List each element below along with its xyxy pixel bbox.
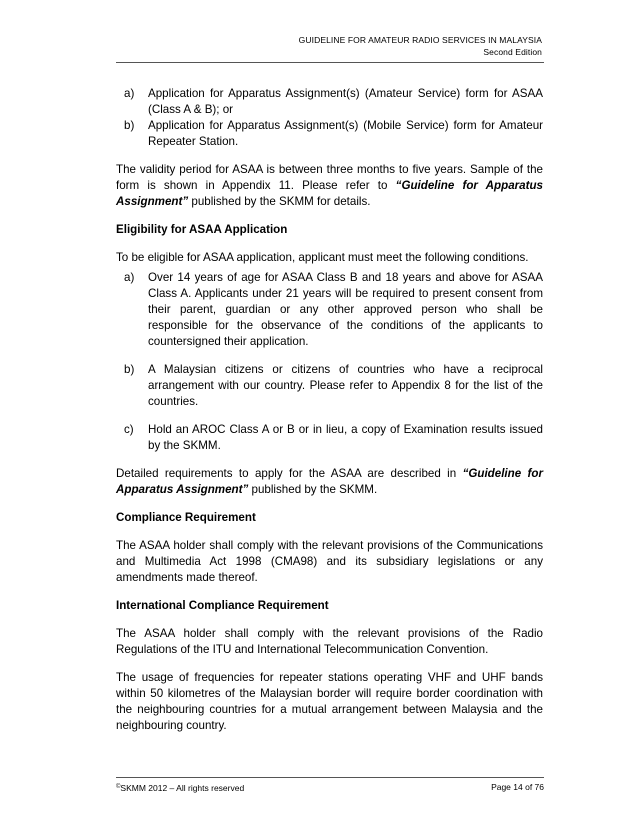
validity-text: The validity period for ASAA is between three months to five years. Sample of the form is shown in Appendix 11. Please refer to	[116, 163, 543, 192]
list-marker: a)	[124, 271, 135, 284]
copyright-notice	[116, 781, 244, 794]
list-item	[116, 270, 543, 350]
eligibility-heading: Eligibility for ASAA Application	[116, 223, 288, 236]
validity-paragraph	[116, 162, 543, 210]
header-edition: Second Edition	[483, 47, 542, 57]
compliance-heading: Compliance Requirement	[116, 511, 256, 524]
detailed-text-end: published by the SKMM.	[248, 483, 378, 496]
guideline-reference: “Guideline for Apparatus Assignment”	[116, 179, 543, 208]
list-item	[116, 362, 543, 410]
page-body	[116, 86, 543, 746]
validity-text-end: published by the SKMM for details.	[188, 195, 371, 208]
header-rule	[116, 62, 544, 63]
list-item	[116, 422, 543, 454]
copyright-symbol: ©	[116, 784, 121, 790]
detailed-text: Detailed requirements to apply for the ASAA are described in	[116, 467, 463, 480]
list-item-text: Application for Apparatus Assignment(s) (Mobile Service) form for Amateur Repeater Station.	[148, 119, 543, 148]
copyright-text: SKMM 2012 – All rights reserved	[120, 783, 245, 793]
list-item	[116, 86, 543, 118]
list-marker: b)	[124, 119, 135, 132]
compliance-paragraph: The ASAA holder shall comply with the relevant provisions of the Communications and Multimedia Act 1998 (CMA98) and its subsidiary legislations or any amendments made thereof.	[116, 539, 543, 584]
list-item-text: A Malaysian citizens or citizens of countries who have a reciprocal arrangement with our country. Please refer to Appendix 8 for the list of the countries.	[148, 363, 543, 408]
header-title: GUIDELINE FOR AMATEUR RADIO SERVICES IN MALAYSIA	[298, 35, 542, 45]
list-marker: c)	[124, 423, 134, 436]
form-list	[116, 86, 543, 150]
page-number: Page 14 of 76	[491, 782, 544, 792]
detailed-requirements-paragraph	[116, 466, 543, 498]
list-item-text: Application for Apparatus Assignment(s) (Amateur Service) form for ASAA (Class A & B); or	[148, 87, 543, 116]
page-header	[299, 34, 542, 58]
list-item-text: Hold an AROC Class A or B or in lieu, a copy of Examination results issued by the SKMM.	[148, 423, 543, 452]
list-item-text: Over 14 years of age for ASAA Class B and 18 years and above for ASAA Class A. Applicants under 21 years will be required to present consent from their parent, guardian or any other approved person who shall be responsible for the observance of the conditions of the applicants to countersigned their application.	[148, 271, 543, 348]
eligibility-conditions-list	[116, 270, 543, 454]
list-item	[116, 118, 543, 150]
guideline-reference: “Guideline for Apparatus Assignment”	[116, 467, 543, 496]
footer-rule	[116, 777, 544, 778]
frequencies-paragraph: The usage of frequencies for repeater stations operating VHF and UHF bands within 50 kilometres of the Malaysian border will require border coordination with the neighbouring countries for a mutual arrangement between Malaysia and the neighbouring country.	[116, 671, 543, 732]
international-compliance-heading: International Compliance Requirement	[116, 599, 329, 612]
list-marker: b)	[124, 363, 135, 376]
list-marker: a)	[124, 87, 135, 100]
eligibility-intro: To be eligible for ASAA application, applicant must meet the following conditions.	[116, 251, 529, 264]
international-compliance-paragraph: The ASAA holder shall comply with the relevant provisions of the Radio Regulations of the ITU and International Telecommunication Convention.	[116, 627, 543, 656]
